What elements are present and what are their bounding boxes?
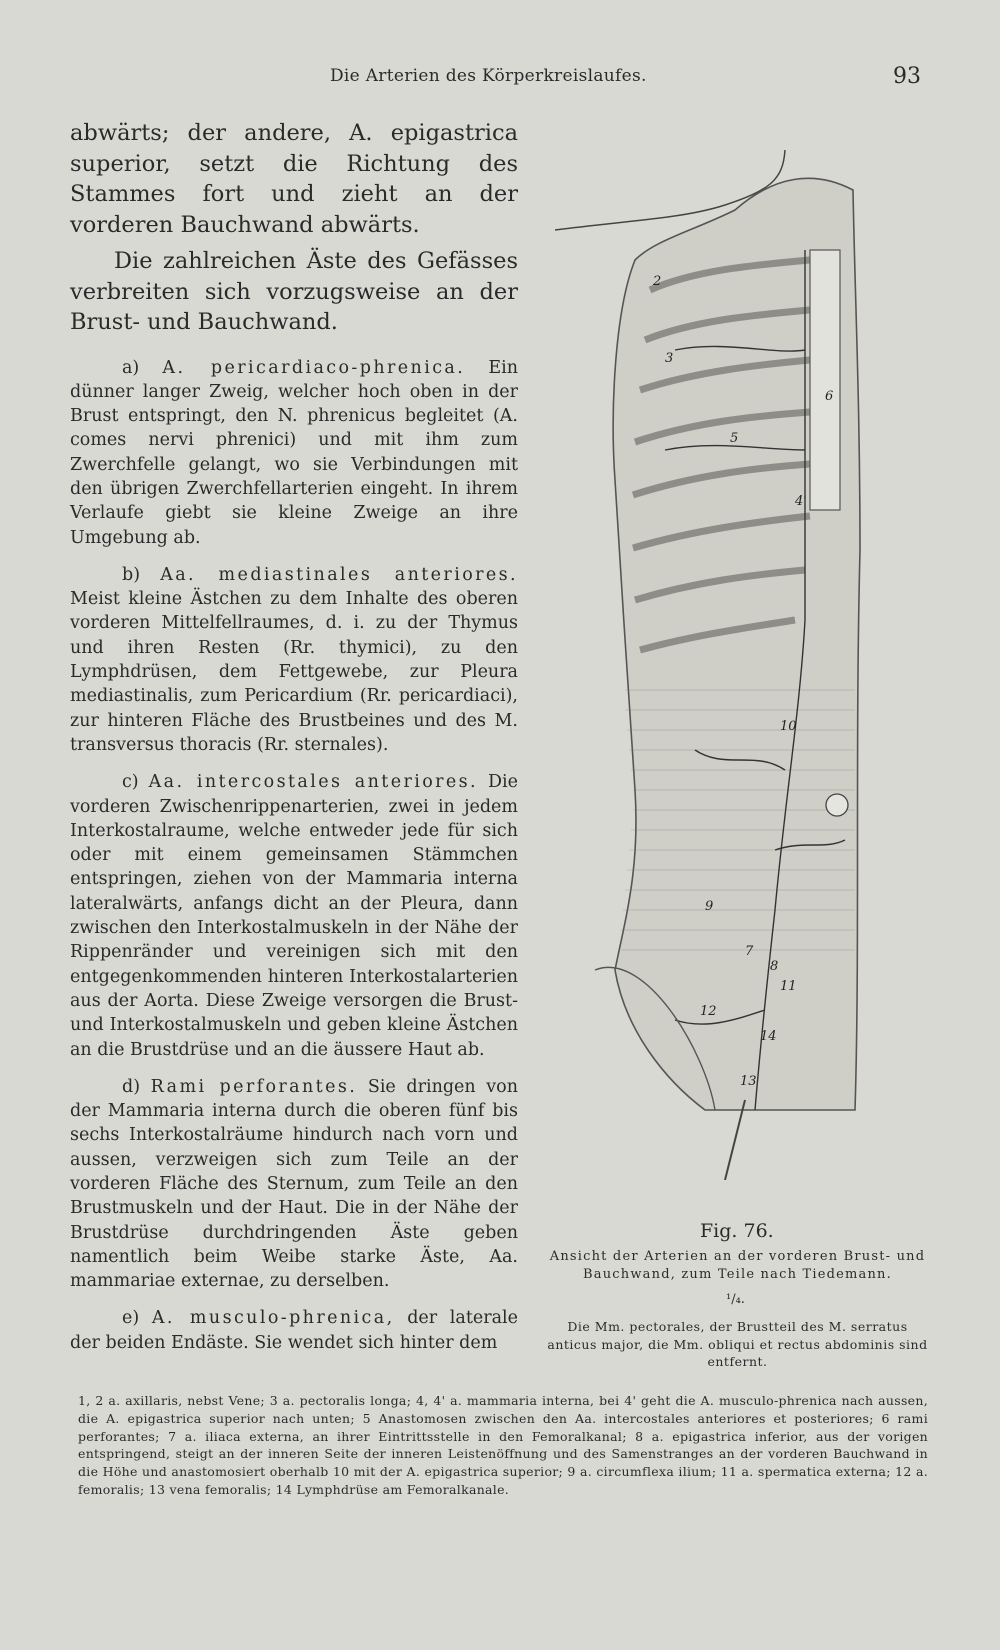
- figure-callout-11: 11: [780, 979, 797, 994]
- section-b: [70, 563, 518, 757]
- figure-callout-9: 9: [705, 899, 714, 914]
- lead-paragraph: abwärts; der andere, A. epigastrica superior, setzt die Richtung des Stammes fort und zieht an der vorderen Bauchwand abwärts.: [70, 120, 518, 238]
- section-e: [70, 1306, 518, 1355]
- figure-callout-12: 12: [700, 1004, 717, 1019]
- figure-note: Die Mm. pectorales, der Brustteil des M. serratus anticus major, die Mm. obliqui et rectus abdominis sind entfernt.: [547, 1319, 928, 1369]
- figure-callout-10: 10: [780, 719, 797, 734]
- anatomical-illustration: [555, 150, 925, 1180]
- lead-paragraph: Die zahlreichen Äste des Gefässes verbreiten sich vorzugsweise an der Brust- und Bauchwand.: [70, 248, 518, 335]
- figure-callout-7: 7: [745, 944, 754, 959]
- section-marker: a): [122, 357, 140, 378]
- section-term: A. musculo-phrenica,: [151, 1308, 395, 1329]
- section-text: Ein dünner langer Zweig, welcher hoch oben in der Brust entspringt, den N. phrenicus begleitet (A. comes nervi phrenici) und mit ihm zum Zwerchfelle gelangt, wo sie Verbindungen mit den übrigen Zwerchfellarterien eingeht. In ihrem Verlaufe giebt sie kleine Zweige an ihre Umgebung ab.: [70, 357, 518, 548]
- figure-callout-14: 14: [760, 1029, 777, 1044]
- section-marker: b): [122, 564, 141, 585]
- section-c: [70, 770, 518, 1062]
- figure-label: Fig. 76.: [700, 1220, 774, 1242]
- figure-callout-6: 6: [825, 389, 834, 404]
- main-text-column: [70, 118, 518, 1355]
- section-term: A. pericardiaco-phrenica.: [162, 357, 466, 378]
- running-title: Die Arterien des Körperkreislaufes.: [330, 66, 647, 86]
- figure-callout-13: 13: [740, 1074, 757, 1089]
- figure-callout-2: 2: [653, 274, 662, 289]
- section-term: Aa. mediastinales anteriores.: [160, 564, 518, 585]
- section-marker: d): [122, 1076, 141, 1097]
- section-text: Meist kleine Ästchen zu dem Inhalte des oberen vorderen Mittelfellraumes, d. i. zu der Thymus und ihren Resten (Rr. thymici), zu den Lymphdrüsen, dem Fettgewebe, zur Pleura mediastinalis, zum Pericardium (Rr. pericardiaci), zur hinteren Fläche des Brustbeines und des M. transversus thoracis (Rr. sternales).: [70, 589, 518, 755]
- section-text: Sie dringen von der Mammaria interna durch die oberen fünf bis sechs Interkostalräume hindurch nach vorn und aussen, verzweigen sich zum Teile an der vorderen Fläche des Sternum, zum Teile an den Brustmuskeln und der Haut. Die in der Nähe der Brustdrüse durchdringenden Äste geben namentlich beim Weibe starke Äste, Aa. mammariae externae, zu derselben.: [70, 1076, 518, 1292]
- section-a: [70, 356, 518, 550]
- figure-callout-5: 5: [730, 431, 739, 446]
- figure-caption: Ansicht der Arterien an der vorderen Brust- und Bauchwand, zum Teile nach Tiedemann.: [549, 1249, 926, 1282]
- section-marker: e): [122, 1308, 140, 1329]
- figure-callout-3: 3: [665, 351, 674, 366]
- section-term: Rami perforantes.: [150, 1076, 358, 1097]
- figure-callout-8: 8: [770, 959, 779, 974]
- torso-engraving: [555, 150, 925, 1180]
- section-marker: c): [122, 772, 139, 793]
- section-text: der laterale der beiden Endäste. Sie wendet sich hinter dem: [70, 1308, 518, 1353]
- figure-legend-footnote: 1, 2 a. axillaris, nebst Vene; 3 a. pectoralis longa; 4, 4' a. mammaria interna, bei 4' geht die A. musculo-phrenica nach aussen, die A. epigastrica superior nach unten; 5 Anastomosen zwischen den Aa. intercostales anteriores et posteriores; 6 rami perforantes; 7 a. iliaca externa, an ihrer Eintrittsstelle in den Femoralkanal; 8 a. epigastrica inferior, aus der vorigen entspringend, steigt an der inneren Seite der inneren Leistenöffnung und des Samenstranges an der vorderen Bauchwand in die Höhe und anastomosiert oberhalb 10 mit der A. epigastrica superior; 9 a. circumflexa ilium; 11 a. spermatica externa; 12 a. femoralis; 13 vena femoralis; 14 Lymphdrüse am Femoralkanale.: [78, 1393, 928, 1497]
- figure-callout-4prime: 4': [795, 494, 807, 509]
- section-d: [70, 1075, 518, 1294]
- figure-scale: ¹/₄.: [726, 1292, 745, 1307]
- section-term: Aa. intercostales anteriores.: [148, 772, 479, 793]
- section-text: Die vorderen Zwischenrippenarterien, zwei in jedem Interkostalraume, welche entweder jede für sich oder mit einem gemeinsamen Stämmchen entspringen, ziehen von der Mammaria interna lateralwärts, anfangs dicht an der Pleura, dann zwischen den Interkostalmuskeln in der Nähe der Rippenränder und vereinigen sich mit den entgegenkommenden hinteren Interkostalarterien aus der Aorta. Diese Zweige versorgen die Brust- und Interkostalmuskeln und geben kleine Ästchen an die Brustdrüse und an die äussere Haut ab.: [70, 772, 518, 1060]
- page-number: 93: [893, 64, 921, 89]
